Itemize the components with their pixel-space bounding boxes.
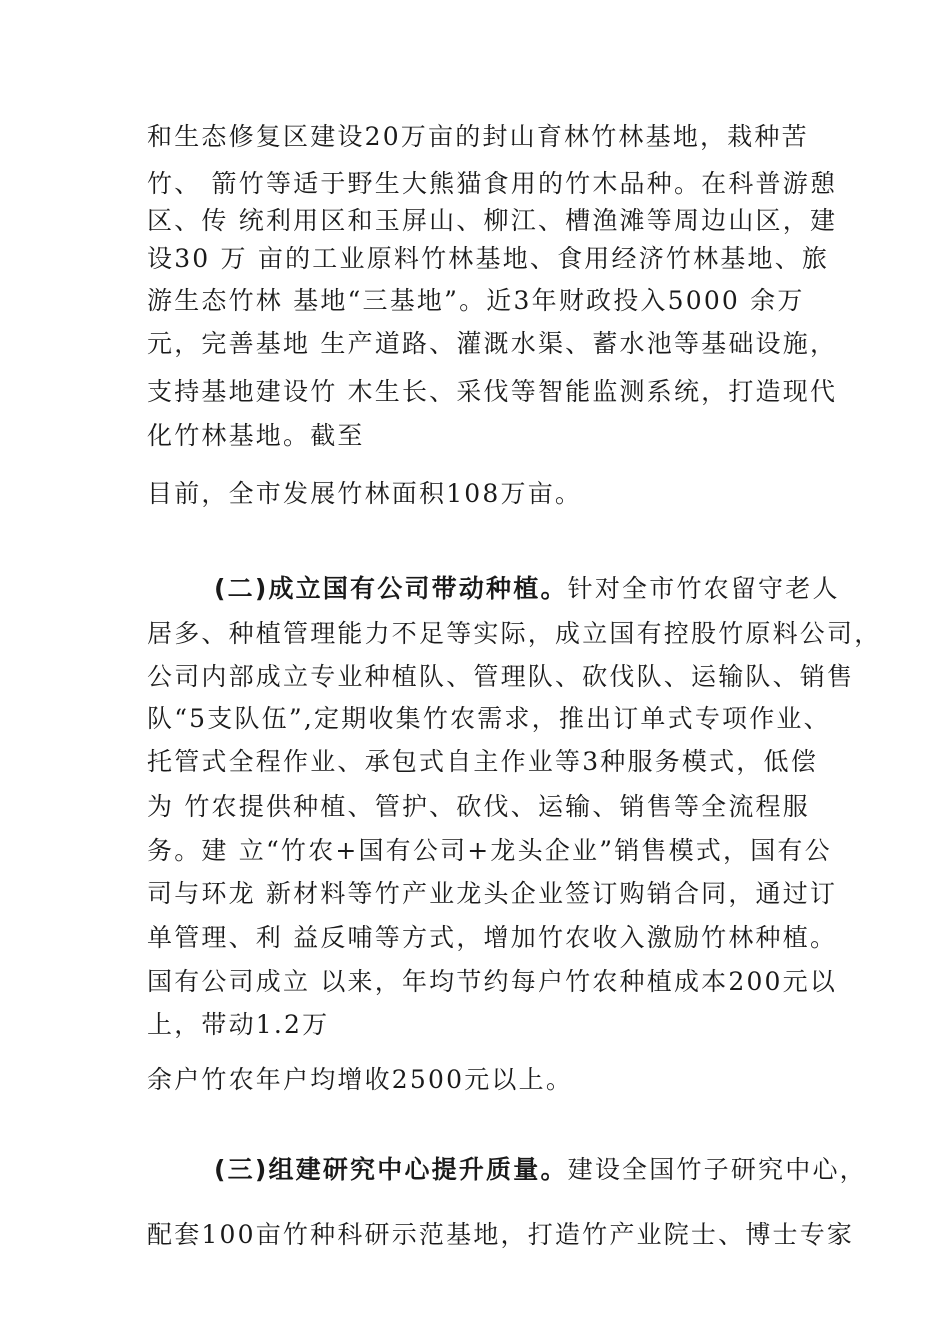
p2-line-6: 为 竹农提供种植、管护、砍伐、运输、销售等全流程服 [147,792,810,821]
p2-line-5: 托管式全程作业、承包式自主作业等3种服务模式，低偿 [147,747,818,776]
p1-line-8: 化竹林基地。截至 [147,421,365,450]
p2-first-line-rest: 针对全市竹农留守老人 [567,574,840,603]
p2-first-line [214,576,840,601]
p2-line-9: 单管理、利 益反哺等方式，增加竹农收入激励竹林种植。 [147,923,838,952]
p1-line-6: 元，完善基地 生产道路、灌溉水渠、蓄水池等基础设施， [147,329,838,358]
p3-line-2: 配套100亩竹种科研示范基地，打造竹产业院士、博士专家 [147,1220,855,1249]
p2-line-3: 公司内部成立专业种植队、管理队、砍伐队、运输队、销售 [147,662,855,691]
p2-line-10: 国有公司成立 以来，年均节约每户竹农种植成本200元以 [147,967,838,996]
p2-line-7: 务。建 立“竹农+国有公司+龙头企业”销售模式，国有公 [147,836,832,865]
p2-heading: (二)成立国有公司带动种植。 [214,574,568,603]
p2-tail-line: 余户竹农年户均增收2500元以上。 [147,1065,574,1094]
p1-line-3: 区、传 统利用区和玉屏山、柳江、槽渔滩等周边山区，建 [147,206,838,235]
p1-line-1: 和生态修复区建设20万亩的封山育林竹林基地，栽种苦 [147,122,809,151]
p3-first-line [214,1157,867,1182]
p3-first-line-rest: 建设全国竹子研究中心， [567,1155,867,1184]
p2-line-2: 居多、种植管理能力不足等实际，成立国有控股竹原料公司， [147,619,882,648]
p3-heading: (三)组建研究中心提升质量。 [214,1155,568,1184]
p1-line-7: 支持基地建设竹 木生长、采伐等智能监测系统，打造现代 [147,377,838,406]
p2-line-8: 司与环龙 新材料等竹产业龙头企业签订购销合同，通过订 [147,879,838,908]
p2-line-11: 上，带动1.2万 [147,1010,330,1039]
p2-line-4: 队“5支队伍”,定期收集竹农需求，推出订单式专项作业、 [147,704,831,733]
p1-line-4: 设30 万 亩的工业原料竹林基地、食用经济竹林基地、旅 [147,244,830,273]
p1-line-5: 游生态竹林 基地“三基地”。近3年财政投入5000 余万 [147,286,805,315]
p1-line-2: 竹、 箭竹等适于野生大熊猫食用的竹木品种。在科普游憩 [147,169,838,198]
p1-tail-line: 目前，全市发展竹林面积108万亩。 [147,479,583,508]
